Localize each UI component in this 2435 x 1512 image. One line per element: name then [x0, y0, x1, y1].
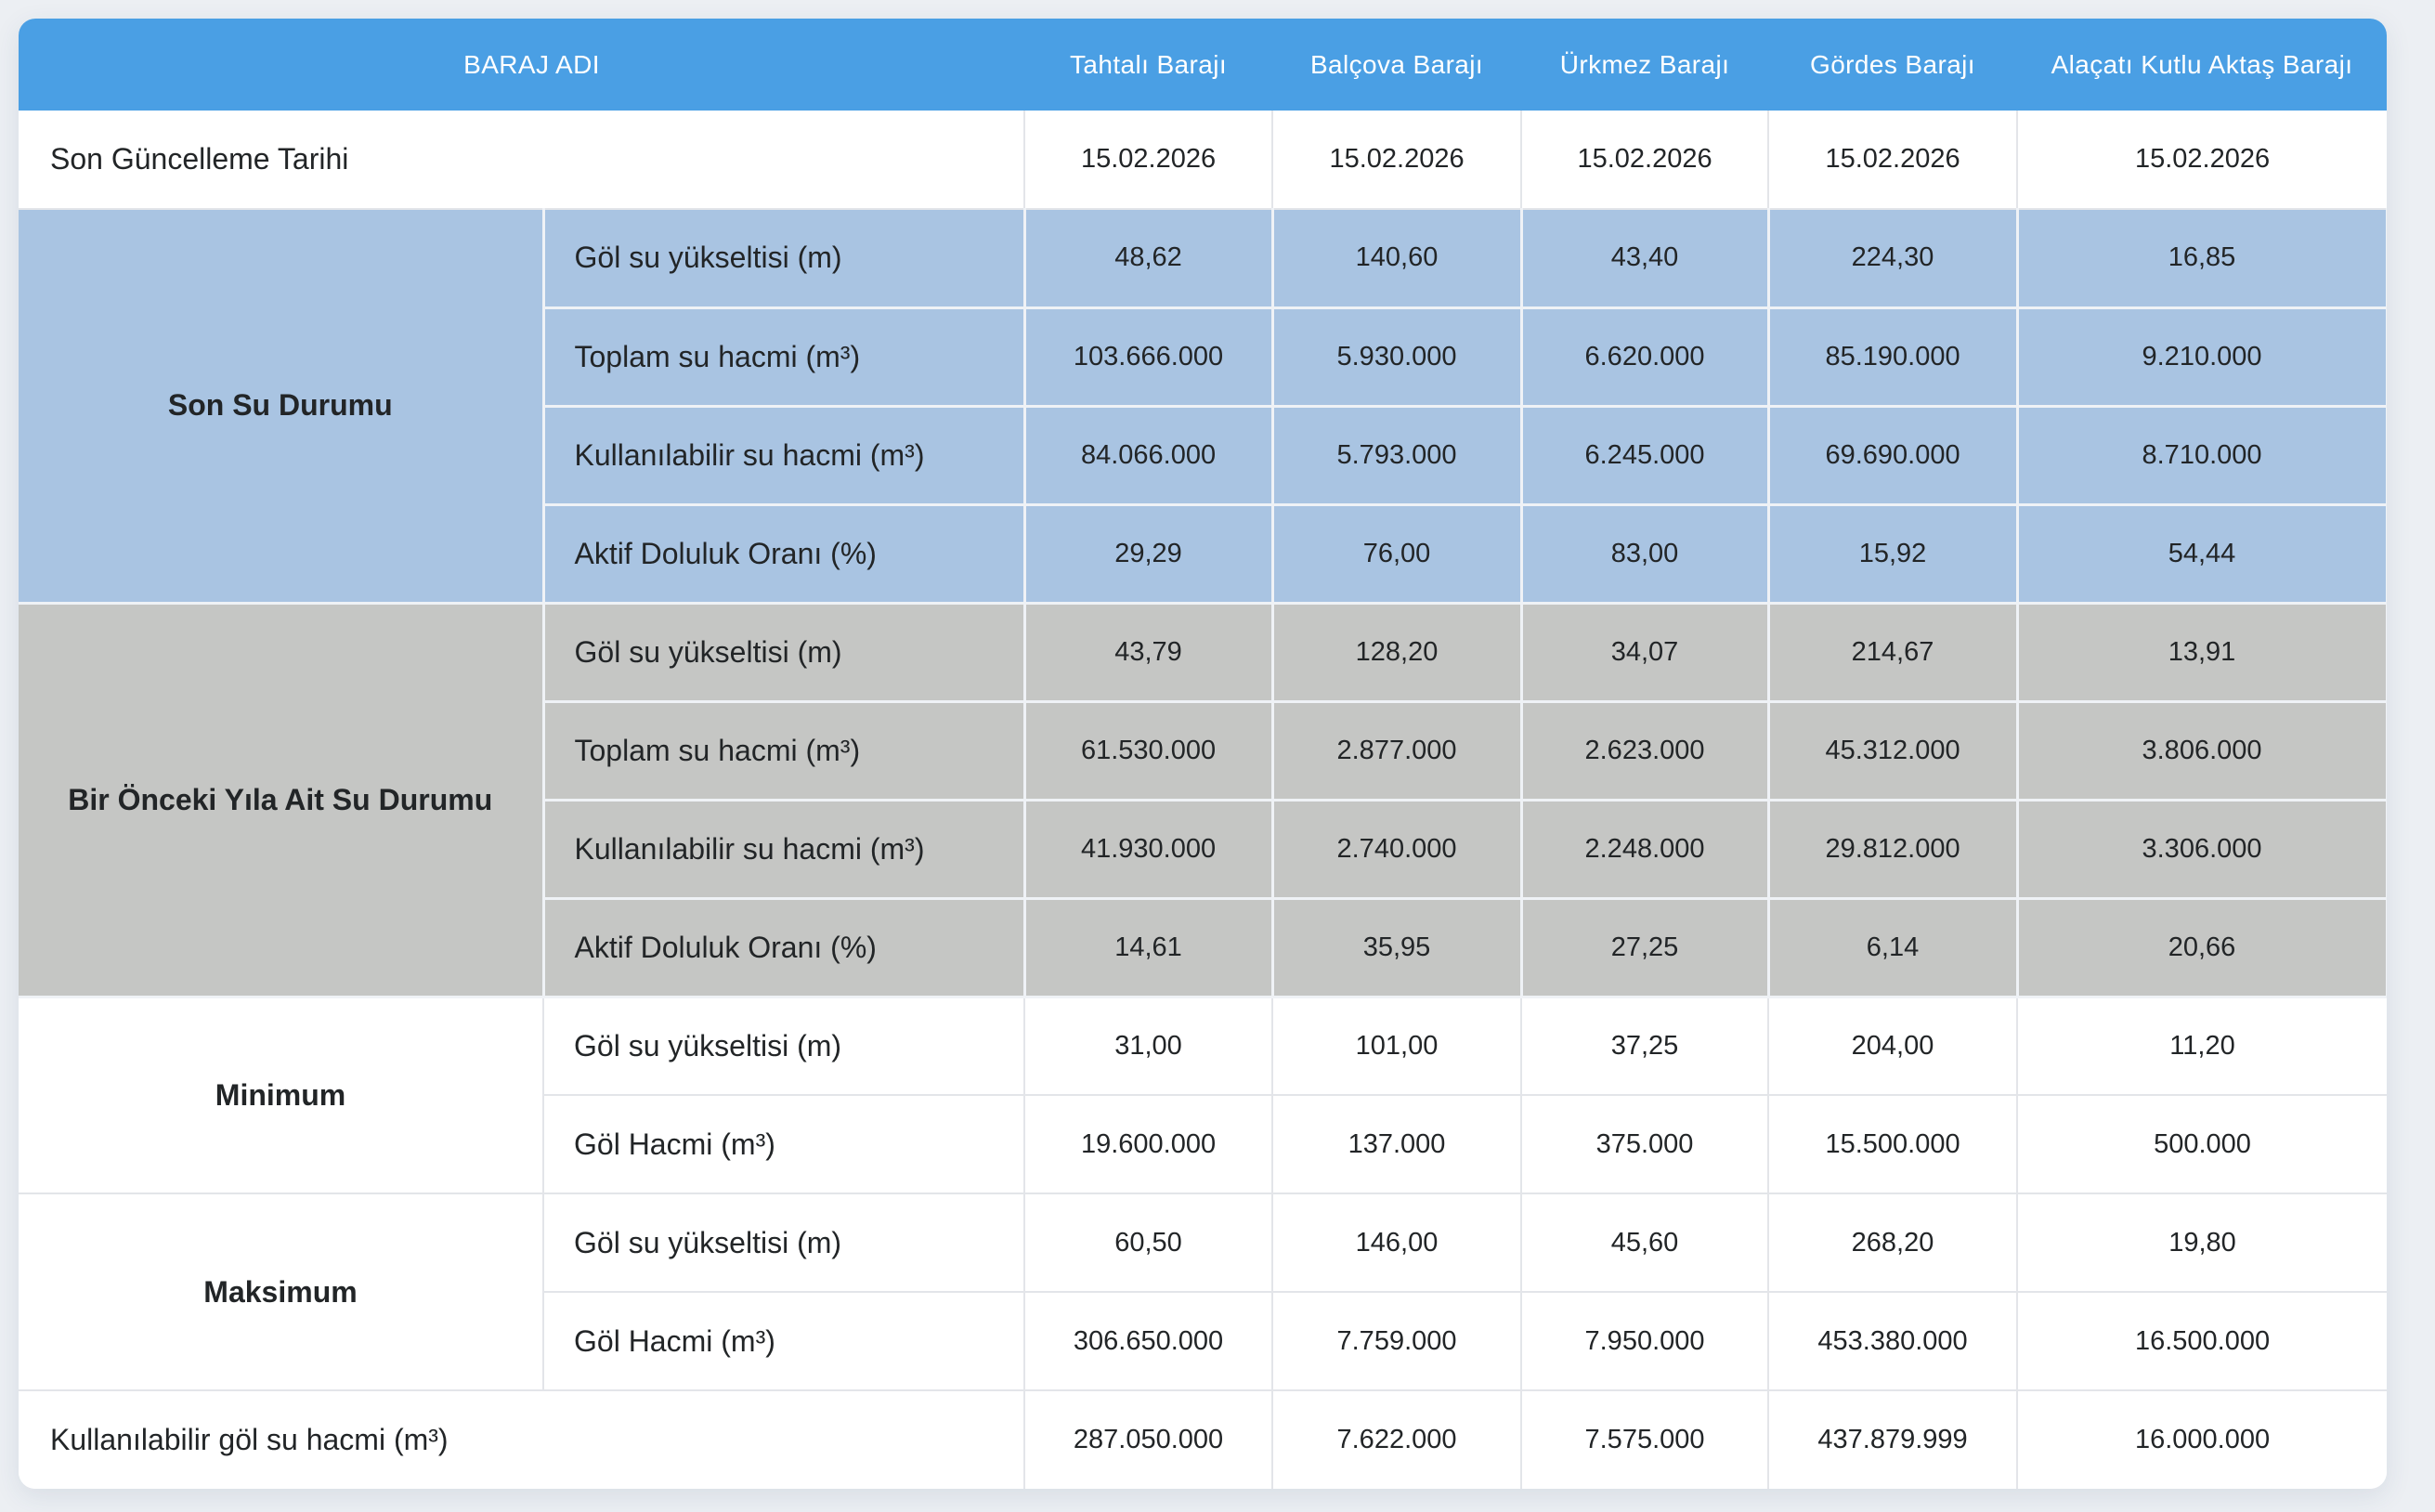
row-label: Kullanılabilir su hacmi (m³) [543, 800, 1024, 898]
data-cell: 2.248.000 [1521, 800, 1768, 898]
data-cell: 14,61 [1024, 898, 1272, 997]
data-cell: 3.306.000 [2017, 800, 2387, 898]
update-date-cell: 15.02.2026 [1024, 111, 1272, 209]
maximum-row [19, 1193, 2387, 1292]
data-cell: 54,44 [2017, 504, 2387, 603]
data-cell: 85.190.000 [1768, 307, 2017, 406]
data-cell: 287.050.000 [1024, 1390, 1272, 1489]
data-cell: 43,79 [1024, 603, 1272, 701]
row-label: Göl su yükseltisi (m) [543, 603, 1024, 701]
row-label: Göl su yükseltisi (m) [543, 997, 1024, 1095]
update-date-row [19, 111, 2387, 209]
data-cell: 5.793.000 [1272, 406, 1521, 504]
row-label: Göl Hacmi (m³) [543, 1292, 1024, 1390]
column-header-alacati: Alaçatı Kutlu Aktaş Barajı [2017, 19, 2387, 111]
column-header-tahtali: Tahtalı Barajı [1024, 19, 1272, 111]
data-cell: 128,20 [1272, 603, 1521, 701]
data-cell: 76,00 [1272, 504, 1521, 603]
data-cell: 7.575.000 [1521, 1390, 1768, 1489]
data-cell: 35,95 [1272, 898, 1521, 997]
data-cell: 29.812.000 [1768, 800, 2017, 898]
data-cell: 500.000 [2017, 1095, 2387, 1193]
dam-status-table-card [19, 19, 2387, 1489]
data-cell: 45,60 [1521, 1193, 1768, 1292]
data-cell: 83,00 [1521, 504, 1768, 603]
data-cell: 3.806.000 [2017, 701, 2387, 800]
data-cell: 20,66 [2017, 898, 2387, 997]
data-cell: 214,67 [1768, 603, 2017, 701]
data-cell: 140,60 [1272, 209, 1521, 307]
data-cell: 16.500.000 [2017, 1292, 2387, 1390]
data-cell: 27,25 [1521, 898, 1768, 997]
usable-lake-volume-row [19, 1390, 2387, 1489]
data-cell: 60,50 [1024, 1193, 1272, 1292]
row-label: Göl Hacmi (m³) [543, 1095, 1024, 1193]
update-date-label: Son Güncelleme Tarihi [19, 111, 1024, 209]
row-label: Toplam su hacmi (m³) [543, 307, 1024, 406]
data-cell: 43,40 [1521, 209, 1768, 307]
data-cell: 15,92 [1768, 504, 2017, 603]
update-date-cell: 15.02.2026 [1521, 111, 1768, 209]
update-date-cell: 15.02.2026 [2017, 111, 2387, 209]
data-cell: 437.879.999 [1768, 1390, 2017, 1489]
data-cell: 2.877.000 [1272, 701, 1521, 800]
data-cell: 34,07 [1521, 603, 1768, 701]
row-label: Aktif Doluluk Oranı (%) [543, 504, 1024, 603]
data-cell: 146,00 [1272, 1193, 1521, 1292]
data-cell: 137.000 [1272, 1095, 1521, 1193]
data-cell: 19,80 [2017, 1193, 2387, 1292]
data-cell: 103.666.000 [1024, 307, 1272, 406]
row-label: Göl su yükseltisi (m) [543, 1193, 1024, 1292]
row-label: Aktif Doluluk Oranı (%) [543, 898, 1024, 997]
update-date-cell: 15.02.2026 [1768, 111, 2017, 209]
data-cell: 69.690.000 [1768, 406, 2017, 504]
data-cell: 204,00 [1768, 997, 2017, 1095]
data-cell: 29,29 [1024, 504, 1272, 603]
data-cell: 453.380.000 [1768, 1292, 2017, 1390]
data-cell: 16.000.000 [2017, 1390, 2387, 1489]
row-label: Kullanılabilir su hacmi (m³) [543, 406, 1024, 504]
data-cell: 5.930.000 [1272, 307, 1521, 406]
data-cell: 224,30 [1768, 209, 2017, 307]
data-cell: 16,85 [2017, 209, 2387, 307]
column-header-balcova: Balçova Barajı [1272, 19, 1521, 111]
header-baraj-adi: BARAJ ADI [19, 19, 1024, 111]
data-cell: 268,20 [1768, 1193, 2017, 1292]
data-cell: 2.623.000 [1521, 701, 1768, 800]
data-cell: 375.000 [1521, 1095, 1768, 1193]
data-cell: 6,14 [1768, 898, 2017, 997]
row-label: Göl su yükseltisi (m) [543, 209, 1024, 307]
minimum-row [19, 997, 2387, 1095]
data-cell: 61.530.000 [1024, 701, 1272, 800]
column-header-urkmez: Ürkmez Barajı [1521, 19, 1768, 111]
data-cell: 31,00 [1024, 997, 1272, 1095]
data-cell: 7.759.000 [1272, 1292, 1521, 1390]
section-label-son-su-durumu: Son Su Durumu [19, 209, 543, 603]
data-cell: 84.066.000 [1024, 406, 1272, 504]
section-label-onceki-yil: Bir Önceki Yıla Ait Su Durumu [19, 603, 543, 997]
data-cell: 11,20 [2017, 997, 2387, 1095]
data-cell: 13,91 [2017, 603, 2387, 701]
data-cell: 7.950.000 [1521, 1292, 1768, 1390]
table-header-row [19, 19, 2387, 111]
section-label-maksimum: Maksimum [19, 1193, 543, 1390]
data-cell: 9.210.000 [2017, 307, 2387, 406]
data-cell: 19.600.000 [1024, 1095, 1272, 1193]
data-cell: 15.500.000 [1768, 1095, 2017, 1193]
row-label: Toplam su hacmi (m³) [543, 701, 1024, 800]
data-cell: 6.620.000 [1521, 307, 1768, 406]
data-cell: 8.710.000 [2017, 406, 2387, 504]
footer-row-label: Kullanılabilir göl su hacmi (m³) [19, 1390, 1024, 1489]
data-cell: 2.740.000 [1272, 800, 1521, 898]
data-cell: 6.245.000 [1521, 406, 1768, 504]
column-header-gordes: Gördes Barajı [1768, 19, 2017, 111]
update-date-cell: 15.02.2026 [1272, 111, 1521, 209]
data-cell: 306.650.000 [1024, 1292, 1272, 1390]
section-label-minimum: Minimum [19, 997, 543, 1193]
dam-status-table [19, 19, 2387, 1489]
data-cell: 7.622.000 [1272, 1390, 1521, 1489]
previous-year-row [19, 603, 2387, 701]
data-cell: 45.312.000 [1768, 701, 2017, 800]
data-cell: 37,25 [1521, 997, 1768, 1095]
data-cell: 41.930.000 [1024, 800, 1272, 898]
data-cell: 101,00 [1272, 997, 1521, 1095]
current-status-row [19, 209, 2387, 307]
data-cell: 48,62 [1024, 209, 1272, 307]
